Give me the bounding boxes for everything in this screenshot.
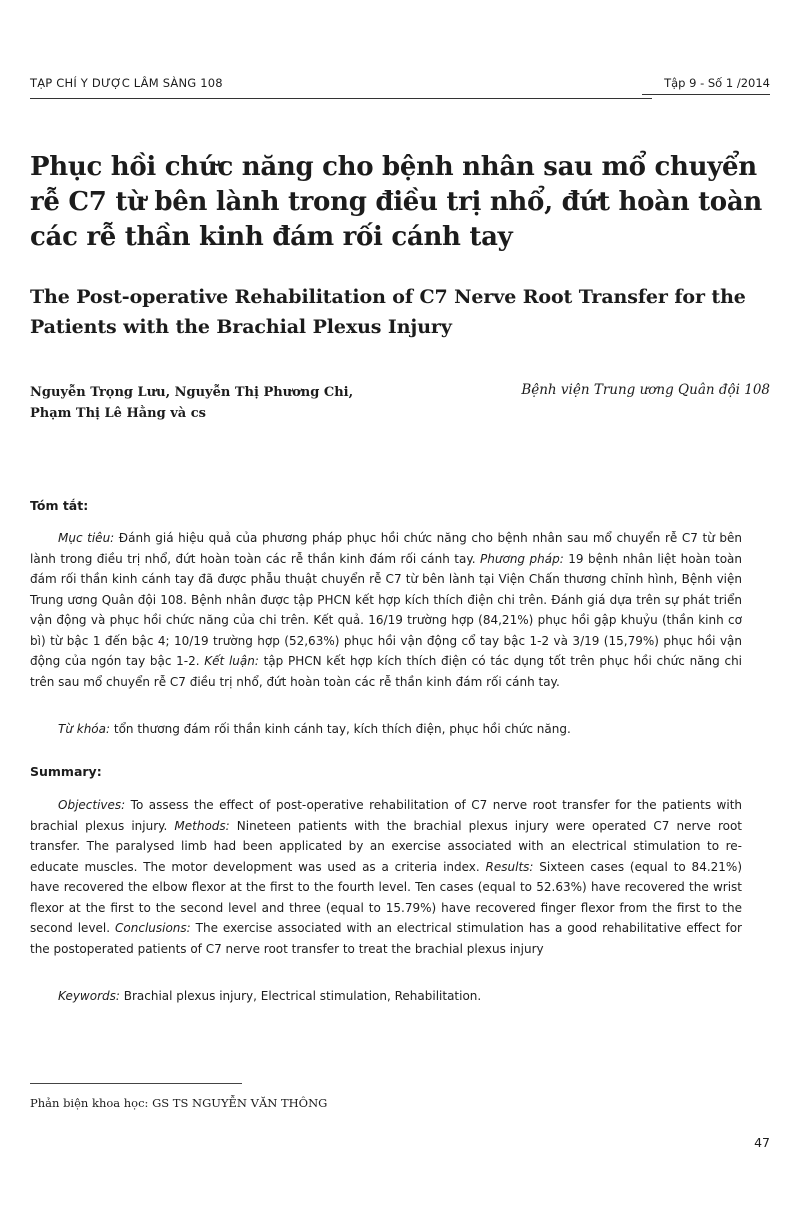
keywords-label: Từ khóa: bbox=[58, 722, 111, 736]
result-text: 16/19 trường hợp (84,21%) phục hồi gập khuỷu (thần kinh cơ bì) từ bậc 1 đến bậc 4; 10/19 trường hợp (52,63%) phục hồi vận động cổ tay bậc 1-2 và 3/19 (15,79%) phục hồi vận động của ngón tay bậc 1-2. bbox=[30, 613, 742, 668]
keywords-en bbox=[30, 986, 742, 1007]
method-label: Methods: bbox=[174, 818, 230, 833]
method-text: 19 bệnh nhân liệt hoàn toàn đám rối thần kinh cánh tay đã được phẫu thuật chuyển rễ C7 từ bên lành tại Viện Chấn thương chỉnh hình, Bệnh viện Trung ương Quân đội 108. Bệnh nhân được tập PHCN kết hợp kích thích điện chi trên. Đánh giá dựa trên sự phát triển vận động và phục hồi chức năng của chi trên. bbox=[30, 551, 742, 627]
result-label: Results: bbox=[485, 859, 534, 874]
footnote-rule bbox=[30, 1083, 242, 1084]
result-text: Sixteen cases (equal to 84.21%) have recovered the elbow flexor at the first to the fourth level. Ten cases (equal to 52.63%) have recovered the wrist flexor at the first to the second level and three (equal to 15.79%) have recovered finger flexor from the first to the second level. bbox=[30, 859, 742, 935]
abstract-en-body bbox=[30, 795, 742, 959]
affiliation: Bệnh viện Trung ương Quân đội 108 bbox=[521, 382, 770, 398]
page-number: 47 bbox=[754, 1135, 770, 1150]
result-label: Kết quả. bbox=[313, 613, 364, 627]
header-rule bbox=[30, 98, 652, 99]
conclusion-text: tập PHCN kết hợp kích thích điện có tác dụng tốt trên phục hồi chức năng chi trên sau mổ chuyển rễ C7 điều trị nhổ, đứt hoàn toàn các rễ thần kinh đám rối cánh tay. bbox=[30, 654, 743, 689]
journal-name: TẠP CHÍ Y DƯỢC LÂM SÀNG 108 bbox=[30, 76, 223, 90]
objective-label: Mục tiêu: bbox=[58, 531, 115, 545]
issue-info: Tập 9 - Số 1 /2014 bbox=[664, 76, 770, 90]
conclusion-label: Kết luận: bbox=[204, 654, 259, 668]
keywords-text: tổn thương đám rối thần kinh cánh tay, kích thích điện, phục hồi chức năng. bbox=[110, 722, 571, 736]
author-list bbox=[30, 382, 470, 424]
objective-text: To assess the effect of post-operative rehabilitation of C7 nerve root transfer for the patients with brachial plexus injury. bbox=[30, 798, 742, 833]
keywords-vi bbox=[30, 719, 742, 740]
keywords-label: Keywords: bbox=[58, 989, 120, 1003]
running-header bbox=[30, 76, 770, 102]
title-english: The Post-operative Rehabilitation of C7 Nerve Root Transfer for the Patients with the Brachial Plexus Injury bbox=[30, 286, 746, 338]
abstract-vi-body bbox=[30, 528, 742, 692]
method-text: Nineteen patients with the brachial plexus injury were operated C7 nerve root transfer. The paralysed limb had been applicated by an exercise associated with an electrical stimulation to re-educate muscles. The motor development was used as a criteria index. bbox=[30, 818, 742, 874]
conclusion-text: The exercise associated with an electrical stimulation has a good rehabilitative effect for the postoperated patients of C7 nerve root transfer to treat the brachial plexus injury bbox=[30, 921, 742, 956]
author-line-1: Nguyễn Trọng Lưu, Nguyễn Thị Phương Chi, bbox=[30, 385, 354, 400]
reviewer-footnote: Phản biện khoa học: GS TS NGUYỄN VĂN THÔNG bbox=[30, 1096, 328, 1110]
keywords-text: Brachial plexus injury, Electrical stimulation, Rehabilitation. bbox=[119, 989, 482, 1003]
abstract-en-heading: Summary: bbox=[30, 764, 102, 779]
header-rule-offset bbox=[642, 94, 770, 95]
title-vietnamese: Phục hồi chức năng cho bệnh nhân sau mổ chuyển rễ C7 từ bên lành trong điều trị nhổ, đứt hoàn toàn các rễ thần kinh đám rối cánh tay bbox=[30, 152, 762, 252]
objective-label: Objectives: bbox=[58, 798, 126, 812]
conclusion-label: Conclusions: bbox=[115, 921, 191, 935]
objective-text: Đánh giá hiệu quả của phương pháp phục hồi chức năng cho bệnh nhân sau mổ chuyển rễ C7 từ bên lành trong điều trị nhổ, đứt hoàn toàn các rễ thần kinh đám rối cánh tay. bbox=[30, 531, 742, 566]
method-label: Phương pháp: bbox=[480, 551, 564, 566]
author-line-2: Phạm Thị Lê Hằng và cs bbox=[30, 406, 206, 421]
abstract-vi-heading: Tóm tắt: bbox=[30, 498, 89, 513]
